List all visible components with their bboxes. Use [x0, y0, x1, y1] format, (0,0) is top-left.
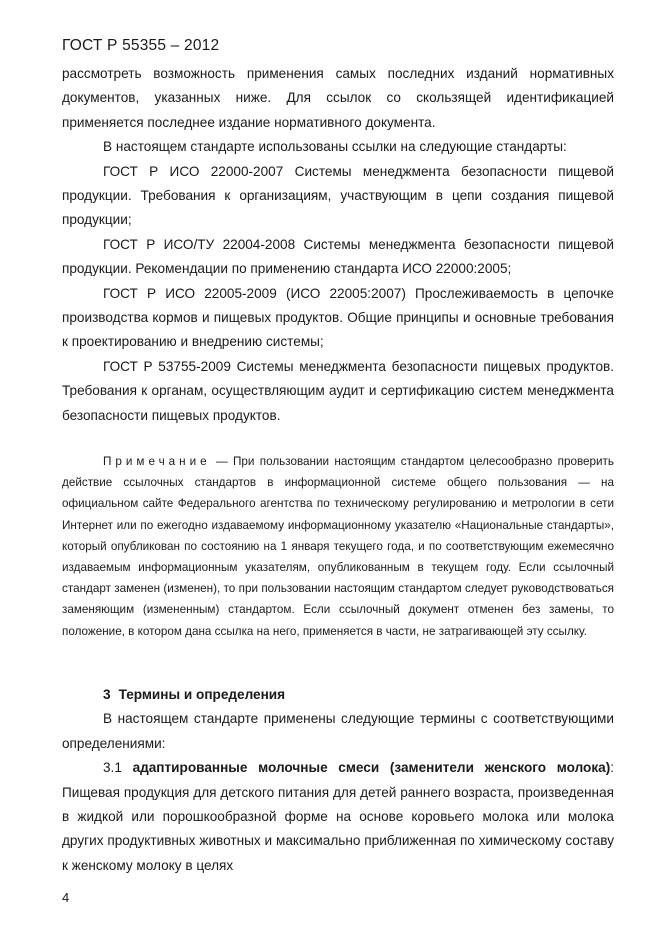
section-terms [62, 683, 614, 878]
reference-gost-iso-22000: ГОСТ Р ИСО 22000-2007 Системы менеджмента безопасности пищевой продукции. Требования к организациям, участвующим в цепи создания пищевой продукции; [62, 163, 614, 228]
reference-gost-iso-22005: ГОСТ Р ИСО 22005-2009 (ИСО 22005:2007) Прослеживаемость в цепочке производства кормов и пищевых продуктов. Общие принципы и основные требования к проектированию и внедрению системы; [62, 285, 614, 350]
reference-gost-iso-ts-22004: ГОСТ Р ИСО/ТУ 22004-2008 Системы менеджмента безопасности пищевой продукции. Рекомендации по применению стандарта ИСО 22000:2005; [62, 236, 614, 277]
note-text: При пользовании настоящим стандартом целесообразно проверить действие ссылочных стандартов в информационной системе общего пользования — на официальном сайте Федерального агентства по техническому регулированию и метрологии в сети Интернет или по ежегодно издаваемому информационному указателю «Национальные стандарты», который опубликован по состоянию на 1 января текущего года, и по соответствующим ежемесячно издаваемым информационным указателям, опубликованным в текущем году. Если ссылочный стандарт заменен (изменен), то при пользовании настоящим стандартом следует руководствоваться заменяющим (измененным) стандартом. Если ссылочный документ отменен без замены, то положение, в котором дана ссылка на него, применяется в части, не затрагивающей эту ссылку. [62, 455, 614, 638]
term-colon: : [610, 760, 615, 776]
document-header: ГОСТ Р 55355 – 2012 [62, 37, 220, 54]
note-paragraph [62, 451, 614, 642]
term-name: адаптированные молочные смеси (заменители женского молока) [132, 760, 611, 776]
page-number: 4 [62, 890, 70, 905]
references-block [62, 62, 614, 428]
term-number: 3.1 [103, 760, 122, 776]
paragraph-references-intro: В настоящем стандарте использованы ссылки на следующие стандарты: [103, 139, 567, 155]
note-label: Примечание [103, 455, 211, 468]
section-title: Термины и определения [118, 687, 286, 702]
section-number: 3 [103, 687, 111, 702]
term-definition [62, 756, 614, 878]
paragraph-continuation: рассмотреть возможность применения самых последних изданий нормативных документов, указанных ниже. Для ссылок со скользящей идентификацией применяется последнее издание нормативного документа. [62, 66, 614, 130]
term-definition-text: Пищевая продукция для детского питания для детей раннего возраста, произведенная в жидкой или порошкообразной форме на основе коровьего молока или молока других продуктивных животных и максимально приближенная по химическому составу к женскому молоку в целях [62, 784, 614, 873]
section-intro: В настоящем стандарте применены следующие термины с соответствующими определениями: [62, 711, 614, 751]
note-block [62, 451, 614, 642]
note-dash: — [210, 455, 234, 468]
reference-gost-53755: ГОСТ Р 53755-2009 Системы менеджмента безопасности пищевых продуктов. Требования к органам, осуществляющим аудит и сертификацию систем менеджмента безопасности пищевых продуктов. [62, 358, 614, 423]
section-heading [103, 683, 614, 707]
